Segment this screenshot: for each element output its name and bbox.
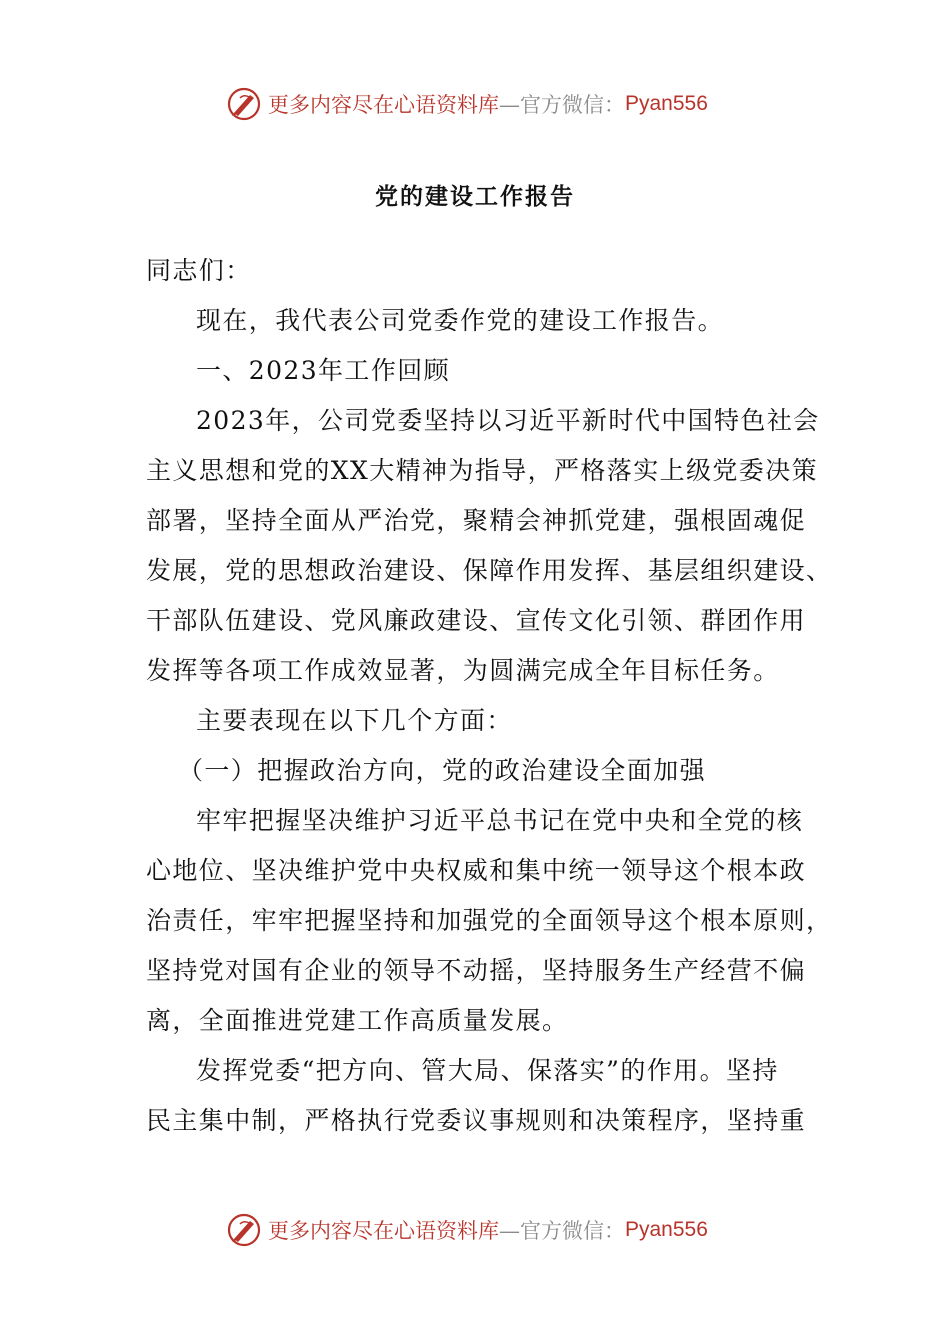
paragraph-line: 治责任，牢牢把握坚持和加强党的全面领导这个根本原则， [146,906,833,935]
paragraph-line: 2023年，公司党委坚持以习近平新时代中国特色社会 [196,406,820,435]
watermark-text: 更多内容尽在心语资料库 [268,93,499,117]
paragraph-line: 主要表现在以下几个方面： [196,706,513,735]
paragraph-line: 部署，坚持全面从严治党，聚精会神抓党建，强根固魂促 [146,506,807,535]
watermark-separator: —官方微信： [499,1219,625,1243]
watermark-wechat-id: Pyan556 [625,1218,708,1241]
watermark-wechat-id: Pyan556 [625,92,708,115]
paragraph-line: 发挥等各项工作成效显著，为圆满完成全年目标任务。 [146,656,780,685]
watermark-text: 更多内容尽在心语资料库 [268,1219,499,1243]
paragraph-line: 心地位、坚决维护党中央权威和集中统一领导这个根本政 [146,856,807,885]
paragraph-line: 民主集中制，严格执行党委议事规则和决策程序，坚持重 [146,1106,807,1135]
paragraph-line: 发挥党委“把方向、管大局、保落实”的作用。坚持 [196,1056,779,1085]
paragraph-line: 离，全面推进党建工作高质量发展。 [146,1006,569,1035]
section-heading: 一、2023年工作回顾 [196,356,451,385]
pen-logo-icon [226,86,262,122]
document-title: 党的建设工作报告 [375,184,575,210]
watermark-banner-bottom [226,1210,708,1250]
salutation: 同志们： [146,256,252,285]
watermark-banner-top [226,84,708,124]
paragraph-line: 发展，党的思想政治建设、保障作用发挥、基层组织建设、 [146,556,833,585]
paragraph-line: 坚持党对国有企业的领导不动摇，坚持服务生产经营不偏 [146,956,807,985]
intro-line: 现在，我代表公司党委作党的建设工作报告。 [196,306,725,335]
subsection-heading: （一）把握政治方向，党的政治建设全面加强 [178,756,707,785]
paragraph-line: 牢牢把握坚决维护习近平总书记在党中央和全党的核 [196,806,804,835]
paragraph-line: 主义思想和党的XX大精神为指导，严格落实上级党委决策 [146,456,818,485]
watermark-separator: —官方微信： [499,93,625,117]
paragraph-line: 干部队伍建设、党风廉政建设、宣传文化引领、群团作用 [146,606,807,635]
pen-logo-icon [226,1212,262,1248]
